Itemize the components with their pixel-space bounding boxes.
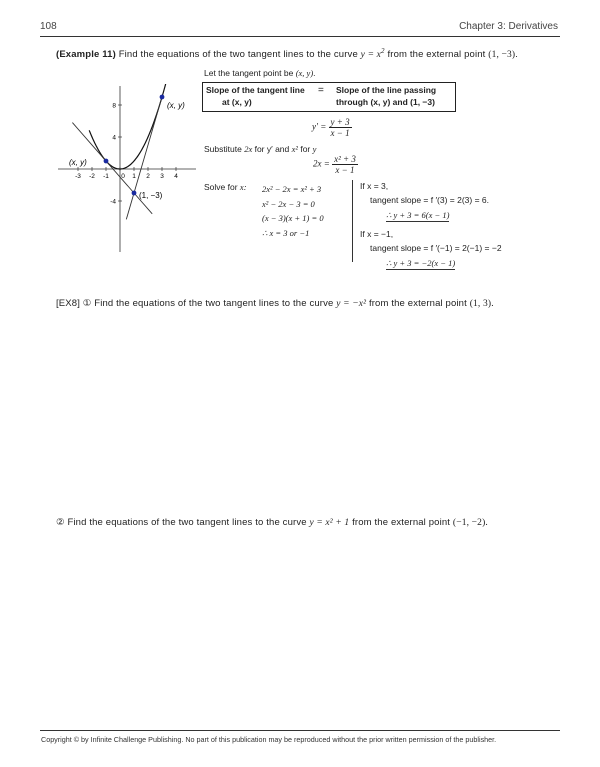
- sub-2x: 2x: [244, 144, 253, 154]
- external-point: [132, 191, 137, 196]
- example-prompt-a: Find the equations of the two tangent lines to the curve: [118, 49, 358, 61]
- page-number: 108: [40, 21, 57, 32]
- box-right-1: Slope of the line passing: [336, 85, 437, 95]
- ex8b-prompt-a: Find the equations of the two tangent lines to the curve: [67, 517, 307, 528]
- parabola-curve: [89, 84, 167, 169]
- ex8b-label: ②: [56, 517, 65, 528]
- case-divider: [352, 180, 353, 262]
- box-right-2: through (x, y) and (1, −3): [336, 97, 435, 107]
- sub-for-y: for y′ and: [254, 144, 290, 154]
- chapter-title: Chapter 3: Derivatives: [459, 21, 558, 32]
- parabola-graph: [56, 84, 198, 254]
- x-tick-label: -2: [89, 173, 95, 180]
- ex8b-curve: y = x² + 1: [309, 518, 350, 528]
- solve-for-line: [204, 182, 247, 192]
- ex8-part1-prompt: [56, 298, 494, 309]
- x-tick-label: -1: [103, 173, 109, 180]
- sub-for: for: [300, 144, 311, 154]
- ex8-point: (1, 3).: [469, 299, 494, 309]
- footer-rule: [40, 730, 560, 731]
- eq2-den: x − 1: [335, 165, 355, 175]
- copyright: Copyright © by Infinite Challenge Publishing. No part of this publication may be reproduced without the prior written permission of the publisher.: [41, 735, 497, 744]
- tangent-point-1: [104, 159, 109, 164]
- slope-lhs: y′ =: [312, 121, 327, 132]
- y-tick-label: 8: [112, 102, 116, 110]
- eq2-num: x² + 3: [334, 154, 356, 164]
- ex8b-point: (−1, −2).: [452, 518, 488, 528]
- box-left-1: Slope of the tangent line: [206, 85, 305, 95]
- ex8b-prompt-b: from the external point: [352, 517, 451, 528]
- let-point-var: (x, y): [295, 68, 314, 78]
- let-point-line: Let the tangent point be (x, y).: [204, 68, 316, 78]
- example-curve: y = x: [360, 50, 382, 61]
- ex8-curve: y = −x²: [336, 299, 367, 309]
- tangent-point-2: [160, 95, 165, 100]
- slope-den: x − 1: [330, 128, 350, 138]
- x-tick-label: -3: [75, 173, 81, 180]
- solve-step-2: x² − 2x − 3 = 0: [262, 198, 315, 209]
- example-point: (1, −3): [488, 50, 516, 61]
- y-tick-label: -4: [110, 198, 116, 206]
- solve-for-text: Solve for: [204, 182, 238, 192]
- x-tick-label: 4: [174, 173, 178, 180]
- header-rule: [40, 36, 560, 37]
- example-prompt-b: from the external point: [387, 49, 486, 61]
- eq2-lhs: 2x =: [313, 158, 330, 169]
- second-equation: [313, 154, 358, 175]
- slope-equation: [312, 117, 352, 138]
- example-curve-exp: 2: [381, 47, 385, 55]
- let-point-text: Let the tangent point be: [204, 68, 294, 78]
- sub-y: y: [312, 144, 317, 154]
- solve-step-3: (x − 3)(x + 1) = 0: [262, 213, 324, 223]
- example-11-prompt: (Example 11) Find the equations of the two tangent lines to the curve $y = x^2$ from the external point (1, −3).: [56, 47, 519, 61]
- box-equals: =: [318, 85, 324, 96]
- slope-num: y + 3: [330, 117, 350, 127]
- case2-if: If x = −1,: [360, 229, 394, 239]
- example-label: (Example 11): [56, 49, 116, 61]
- case2-slope: tangent slope = f ′(−1) = 2(−1) = −2: [370, 243, 502, 253]
- ex8-label: [EX8] ①: [56, 298, 92, 309]
- case1-slope: tangent slope = f ′(3) = 2(3) = 6.: [370, 195, 490, 205]
- x-tick-label: 3: [160, 173, 164, 180]
- substitute-line: [204, 144, 316, 154]
- x-tick-label: 0: [121, 173, 125, 180]
- ex8-prompt-a: Find the equations of the two tangent lines to the curve: [94, 298, 334, 309]
- label-tangent-point-1: (x, y): [69, 158, 87, 167]
- label-external-point: (1, −3): [139, 191, 163, 200]
- box-left-2: at (x, y): [222, 97, 252, 107]
- sub-x2: x²: [291, 144, 298, 154]
- label-tangent-point-2: (x, y): [167, 101, 185, 110]
- solve-step-1: 2x² − 2x = x² + 3: [262, 184, 322, 194]
- tangent-line-2: [126, 99, 161, 219]
- solve-step-4: ∴ x = 3 or −1: [262, 227, 310, 238]
- solve-var: x:: [239, 182, 247, 192]
- case1-result: ∴ y + 3 = 6(x − 1): [386, 210, 450, 220]
- ex8-part2-prompt: [56, 517, 488, 528]
- x-tick-label: 2: [146, 173, 150, 180]
- y-tick-label: 4: [112, 134, 116, 142]
- case1-if: If x = 3,: [360, 181, 389, 191]
- case2-result: ∴ y + 3 = −2(x − 1): [386, 258, 456, 268]
- x-tick-label: 1: [132, 173, 136, 180]
- ex8-prompt-b: from the external point: [368, 298, 467, 309]
- substitute-text: Substitute: [204, 144, 242, 154]
- solve-steps: [262, 182, 324, 240]
